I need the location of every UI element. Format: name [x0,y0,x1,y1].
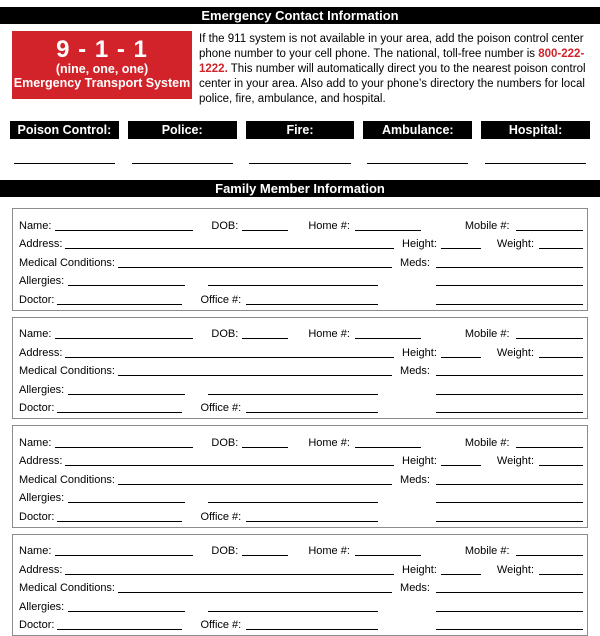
family-section-title: Family Member Information [215,181,385,196]
address-blank[interactable] [65,465,394,466]
allergies-continuation-blank[interactable] [208,502,378,503]
mobile-phone-label: Mobile #: [465,436,510,450]
page-title: Emergency Contact Information [201,8,398,23]
poison-control-blank[interactable] [14,163,115,164]
meds-blank[interactable] [436,375,583,376]
instructions-text-before: If the 911 system is not available in your area, add the poison control center phone number to your cell phone. The national, toll-free number is [199,33,584,60]
instructions-paragraph [192,32,588,107]
weight-blank[interactable] [539,574,583,575]
emergency-911-box [12,31,192,99]
meds-continuation-blank-2[interactable] [436,629,583,630]
height-label: Height: [402,346,437,360]
medical-conditions-label: Medical Conditions: [19,581,115,595]
family-member-block [12,534,588,636]
mobile-phone-blank[interactable] [516,338,583,339]
family-member-block [12,208,588,311]
medical-conditions-blank[interactable] [118,375,392,376]
medical-conditions-label: Medical Conditions: [19,473,115,487]
mobile-phone-label: Mobile #: [465,327,510,341]
height-blank[interactable] [441,248,481,249]
doctor-blank[interactable] [57,629,182,630]
name-row [19,214,583,233]
home-phone-label: Home #: [308,436,350,450]
address-row [19,341,583,360]
dob-blank[interactable] [242,338,288,339]
medical-conditions-label: Medical Conditions: [19,364,115,378]
home-phone-blank[interactable] [355,338,421,339]
meds-continuation-blank-2[interactable] [436,521,583,522]
allergies-label: Allergies: [19,491,64,505]
office-phone-label: Office #: [200,510,241,524]
weight-label: Weight: [497,346,534,360]
allergies-blank[interactable] [68,502,185,503]
meds-label: Meds: [400,256,430,270]
home-phone-blank[interactable] [355,447,421,448]
doctor-label: Doctor: [19,401,54,415]
medical-conditions-blank[interactable] [118,592,392,593]
weight-label: Weight: [497,237,534,251]
meds-blank[interactable] [436,592,583,593]
address-label: Address: [19,563,62,577]
medical-conditions-blank[interactable] [118,484,392,485]
name-row [19,323,583,342]
hospital-blank[interactable] [485,163,586,164]
height-label: Height: [402,237,437,251]
meds-continuation-blank[interactable] [436,285,583,286]
top-section [12,31,588,107]
height-blank[interactable] [441,357,481,358]
name-blank[interactable] [55,555,193,556]
meds-continuation-blank[interactable] [436,394,583,395]
weight-label: Weight: [497,563,534,577]
office-phone-blank[interactable] [246,629,378,630]
allergies-blank[interactable] [68,285,185,286]
medical-conditions-blank[interactable] [118,267,392,268]
meds-label: Meds: [400,581,430,595]
height-blank[interactable] [441,465,481,466]
name-blank[interactable] [55,447,193,448]
contact-blanks-row [0,163,600,165]
meds-continuation-blank[interactable] [436,611,583,612]
allergies-row [19,378,583,397]
dob-blank[interactable] [242,555,288,556]
office-phone-label: Office #: [200,618,241,632]
name-label: Name: [19,544,51,558]
medical-conditions-label: Medical Conditions: [19,256,115,270]
address-label: Address: [19,237,62,251]
allergies-label: Allergies: [19,274,64,288]
address-blank[interactable] [65,357,394,358]
medical-conditions-row [19,360,583,379]
contact-label-police: Police: [128,121,237,139]
dob-label: DOB: [211,327,238,341]
meds-continuation-blank[interactable] [436,502,583,503]
mobile-phone-blank[interactable] [516,230,583,231]
mobile-phone-label: Mobile #: [465,219,510,233]
police-blank[interactable] [132,163,233,164]
weight-blank[interactable] [539,465,583,466]
office-phone-label: Office #: [200,293,241,307]
address-blank[interactable] [65,248,394,249]
name-blank[interactable] [55,338,193,339]
office-phone-blank[interactable] [246,304,378,305]
emergency-number-phonetic: (nine, one, one) [12,62,192,76]
meds-label: Meds: [400,364,430,378]
doctor-label: Doctor: [19,618,54,632]
office-phone-label: Office #: [200,401,241,415]
instructions-text-after: This number will automatically direct you to the nearest poison control center in your area. Also add to your phone’s directory the numbers for local police, fire, ambulance, and hospital. [199,63,586,105]
doctor-row [19,397,583,416]
meds-continuation-blank-2[interactable] [436,412,583,413]
fire-blank[interactable] [249,163,350,164]
address-row [19,233,583,252]
medical-conditions-row [19,468,583,487]
page-title-bar [0,7,600,24]
name-row [19,540,583,559]
contact-label-hospital: Hospital: [481,121,590,139]
address-row [19,450,583,469]
height-label: Height: [402,563,437,577]
dob-blank[interactable] [242,447,288,448]
height-blank[interactable] [441,574,481,575]
weight-label: Weight: [497,454,534,468]
allergies-row [19,270,583,289]
allergies-blank[interactable] [68,611,185,612]
office-phone-blank[interactable] [246,412,378,413]
office-phone-blank[interactable] [246,521,378,522]
meds-continuation-blank-2[interactable] [436,304,583,305]
contact-label-poison-control: Poison Control: [10,121,119,139]
mobile-phone-blank[interactable] [516,555,583,556]
home-phone-blank[interactable] [355,230,421,231]
doctor-blank[interactable] [57,304,182,305]
meds-blank[interactable] [436,484,583,485]
address-label: Address: [19,346,62,360]
allergies-continuation-blank[interactable] [208,394,378,395]
name-blank[interactable] [55,230,193,231]
allergies-continuation-blank[interactable] [208,285,378,286]
weight-blank[interactable] [539,357,583,358]
allergies-continuation-blank[interactable] [208,611,378,612]
ambulance-blank[interactable] [367,163,468,164]
medical-conditions-row [19,577,583,596]
dob-label: DOB: [211,219,238,233]
family-members-list [12,208,588,636]
home-phone-label: Home #: [308,544,350,558]
name-label: Name: [19,436,51,450]
weight-blank[interactable] [539,248,583,249]
doctor-label: Doctor: [19,293,54,307]
allergies-row [19,487,583,506]
allergies-label: Allergies: [19,600,64,614]
home-phone-blank[interactable] [355,555,421,556]
doctor-blank[interactable] [57,521,182,522]
address-row [19,558,583,577]
name-label: Name: [19,327,51,341]
contact-label-ambulance: Ambulance: [363,121,472,139]
mobile-phone-label: Mobile #: [465,544,510,558]
poison-control-phone-number: 800-222-1222. [199,48,584,75]
allergies-blank[interactable] [68,394,185,395]
home-phone-label: Home #: [308,219,350,233]
family-member-block [12,317,588,420]
allergies-label: Allergies: [19,383,64,397]
emergency-number: 9 - 1 - 1 [12,38,192,62]
mobile-phone-blank[interactable] [516,447,583,448]
contact-labels-row [10,121,590,139]
family-section-title-bar [0,180,600,197]
emergency-box-caption: Emergency Transport System [12,76,192,91]
meds-label: Meds: [400,473,430,487]
meds-blank[interactable] [436,267,583,268]
family-member-block [12,425,588,528]
doctor-blank[interactable] [57,412,182,413]
height-label: Height: [402,454,437,468]
medical-conditions-row [19,251,583,270]
name-row [19,431,583,450]
dob-label: DOB: [211,436,238,450]
address-label: Address: [19,454,62,468]
doctor-row [19,288,583,307]
contact-label-fire: Fire: [246,121,355,139]
doctor-label: Doctor: [19,510,54,524]
allergies-row [19,595,583,614]
name-label: Name: [19,219,51,233]
doctor-row [19,505,583,524]
dob-label: DOB: [211,544,238,558]
address-blank[interactable] [65,574,394,575]
home-phone-label: Home #: [308,327,350,341]
dob-blank[interactable] [242,230,288,231]
